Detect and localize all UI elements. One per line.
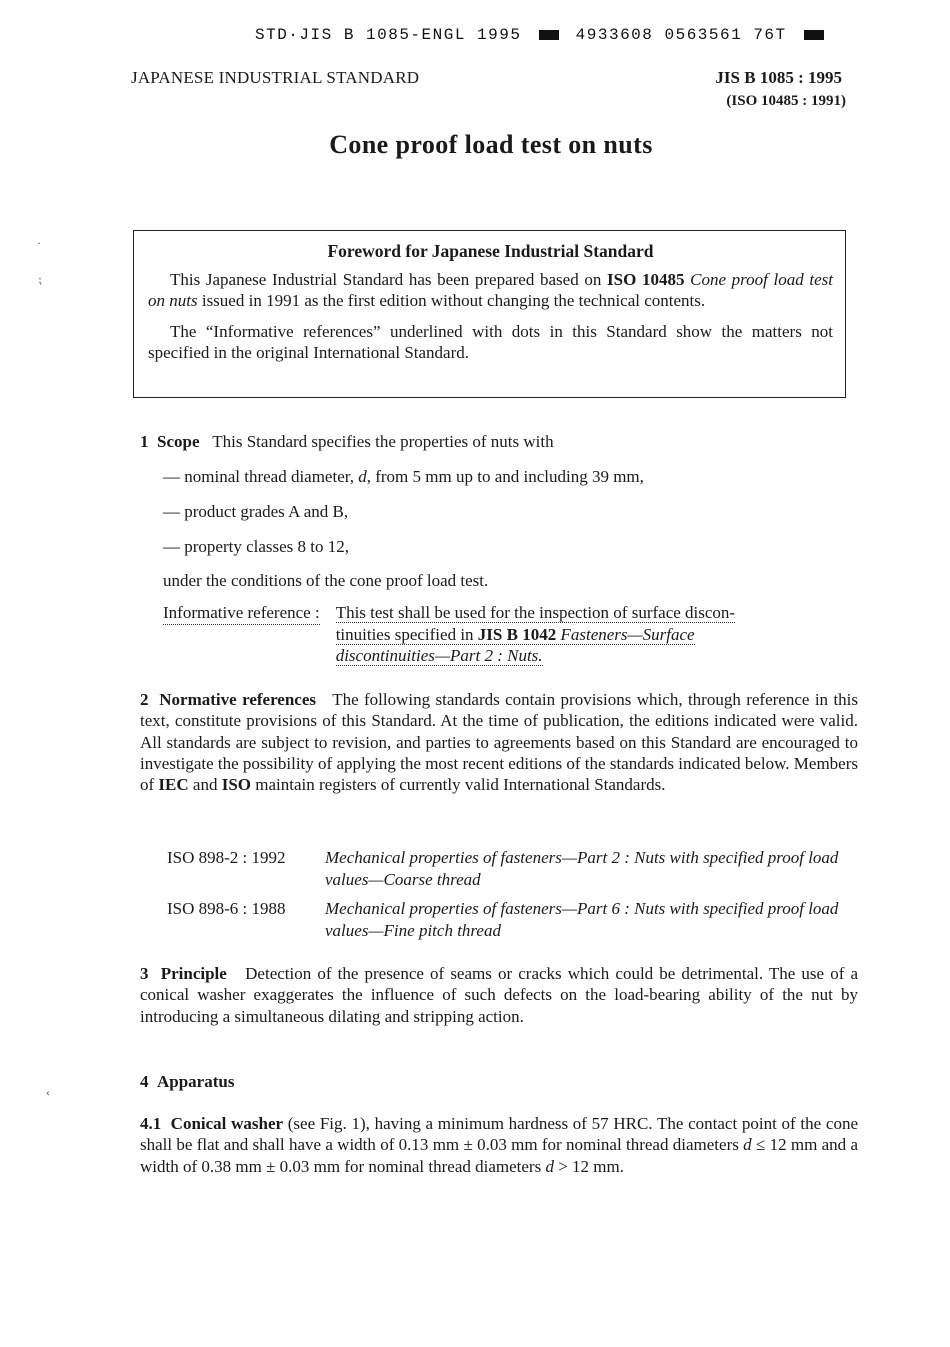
iso-number: (ISO 10485 : 1991) (726, 93, 846, 109)
section-1-heading: Scope (157, 432, 200, 451)
foreword-text-end: issued in 1991 as the first edition without changing the technical contents. (197, 291, 706, 310)
section-2-number: 2 (140, 690, 149, 709)
reference-code: ISO 898-2 : 1992 (167, 848, 286, 867)
foreword-box (133, 230, 846, 398)
document-stamp (255, 26, 830, 44)
reference-row (167, 847, 859, 890)
informative-line-2: tinuities specified in JIS B 1042 Fasteners—Surface (335, 624, 695, 644)
scan-speck: ‹ (46, 1085, 50, 1099)
section-4-number: 4 (140, 1072, 149, 1091)
normative-references-list (167, 847, 859, 949)
standard-number: JIS B 1085 : 1995 (715, 68, 842, 87)
informative-reference (163, 602, 858, 667)
section-3-text: Detection of the presence of seams or cracks which could be detrimental. The use of a conical washer exaggerates the influence of such defects on the load-bearing ability of the nut by introducing a simultaneous dilating and stripping action. (140, 964, 859, 1026)
reference-row (167, 898, 859, 941)
scope-item-grades: — product grades A and B, (163, 502, 349, 521)
reference-title: Mechanical properties of fasteners—Part 2 : Nuts with specified proof load values—Coarse thread (325, 848, 839, 889)
section-2-iso: ISO (221, 775, 251, 795)
section-1-intro-text: This Standard specifies the properties of nuts with (212, 432, 554, 451)
section-4-1-number: 4.1 (140, 1114, 162, 1133)
section-2-heading: Normative references (159, 690, 317, 709)
scope-item-classes: — property classes 8 to 12, (163, 537, 350, 556)
stamp-block-mark (539, 30, 559, 40)
section-2-text-end: maintain registers of currently valid International Standards. (251, 775, 666, 795)
scan-speck: · (37, 236, 41, 250)
foreword-text: This Japanese Industrial Standard has been prepared based on (170, 269, 608, 289)
informative-label: Informative reference : (163, 602, 320, 625)
stamp-barcode-2: 0563561 (664, 26, 743, 44)
section-2-text: The following standards contain provisions which, through reference in this text, constitute provisions of this Standard. At the time of publication, the editions indicated were valid. All standards are subject to revision, and parties to agreements based on this Standard are encouraged to investigate the possibility of applying the most recent editions of the standards indicated below. Members of (140, 690, 859, 795)
section-4-heading: Apparatus (157, 1072, 235, 1091)
foreword-iso-title: Cone proof load test on nuts (148, 269, 834, 310)
section-3-heading: Principle (160, 964, 227, 983)
scope-item-diameter: — nominal thread diameter, d, from 5 mm up to and including 39 mm, (163, 467, 644, 486)
foreword-heading: Foreword for Japanese Industrial Standard (327, 241, 654, 261)
foreword-iso: ISO 10485 (607, 269, 685, 289)
reference-title: Mechanical properties of fasteners—Part 6 : Nuts with specified proof load values—Fine pitch thread (325, 899, 839, 940)
section-2: 2 Normative references The following standards contain provisions which, through reference in this text, constitute provisions of this Standard. At the time of publication, the editions indicated were valid. All standards are subject to revision, and parties to agreements based on this Standard are encouraged to investigate the possibility of applying the most recent editions of the standards indicated below. Members of IEC and ISO maintain registers of currently valid International Standards. (140, 690, 859, 795)
informative-line-1: This test shall be used for the inspection of surface discon- (335, 603, 736, 622)
stamp-code: STD·JIS B 1085-ENGL 1995 (255, 26, 522, 44)
scan-speck: ⁏ (38, 272, 43, 286)
section-4-1: 4.1 Conical washer (see Fig. 1), having a minimum hardness of 57 HRC. The contact point of the cone shall be flat and shall have a width of 0.13 mm ± 0.03 mm for nominal thread diameters d ≤ 12 mm and a width of 0.38 mm ± 0.03 mm for nominal thread diameters d > 12 mm. (140, 1114, 858, 1176)
section-2-iec: IEC (158, 775, 189, 795)
stamp-barcode-3: 76T (753, 26, 787, 44)
standard-type: JAPANESE INDUSTRIAL STANDARD (131, 68, 420, 87)
section-4-1-heading: Conical washer (170, 1114, 284, 1133)
section-1-number: 1 (140, 432, 149, 451)
reference-code: ISO 898-6 : 1988 (167, 899, 286, 918)
foreword-paragraph-2: The “Informative references” underlined with dots in this Standard show the matters not specified in the original International Standard. (148, 321, 833, 362)
informative-line-3: discontinuities—Part 2 : Nuts. (335, 646, 543, 665)
section-3-number: 3 (140, 964, 149, 983)
scope-outro: under the conditions of the cone proof load test. (163, 571, 489, 590)
section-4-heading-line (140, 1071, 858, 1092)
section-3 (140, 963, 858, 1027)
page-title: Cone proof load test on nuts (329, 130, 653, 159)
stamp-block-mark-end (804, 30, 824, 40)
stamp-barcode-1: 4933608 (575, 26, 654, 44)
foreword-paragraph-1 (148, 269, 833, 312)
section-1-intro (140, 431, 858, 452)
